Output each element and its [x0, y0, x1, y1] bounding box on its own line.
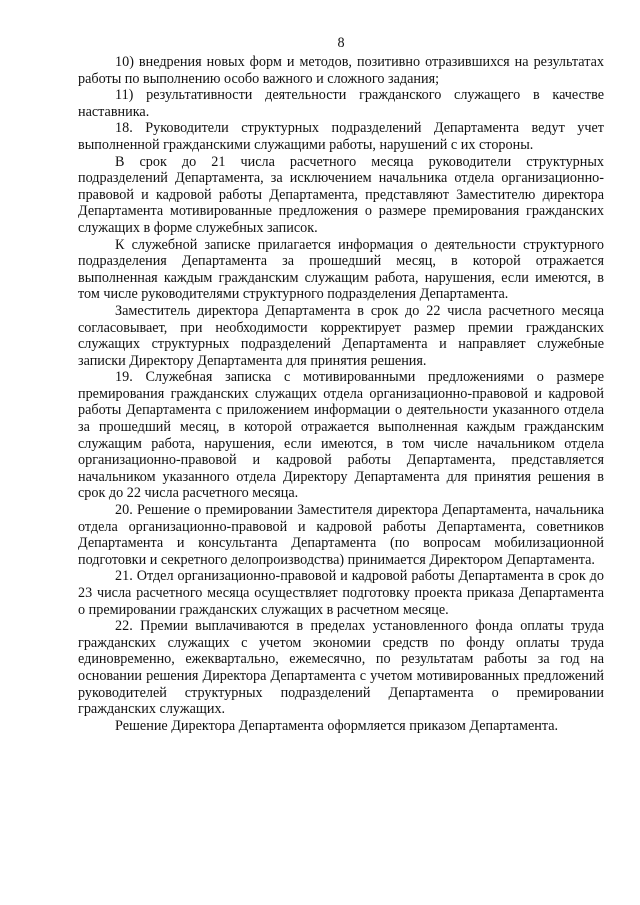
paragraph-deputy-approval: Заместитель директора Департамента в срок до 22 числа расчетного месяца согласовывает, при необходимости корректирует размер премии гражданских служащих структурных подразделений Департамента и направляет служебные записки Директору Департамента для принятия решения. — [78, 302, 604, 369]
paragraph-clause-22: 22. Премии выплачиваются в пределах установленного фонда оплаты труда гражданских служащих с учетом экономии средств по фонду оплаты труда единовременно, ежеквартально, ежемесячно, по результатам работы за год на основании решения Директора Департамента с учетом мотивированных предложений руководителей структурных подразделений Департамента о премировании гражданских служащих. — [78, 618, 604, 718]
page-number: 8 — [337, 35, 345, 51]
paragraph-deadline-21: В срок до 21 числа расчетного месяца руководители структурных подразделений Департамента, за исключением начальника отдела организационно-правовой и кадровой работы Департамента, представляют Заместителю директора Департамента мотивированные предложения о размере премирования гражданских служащих в форме служебных записок. — [78, 153, 604, 236]
paragraph-order-decision: Решение Директора Департамента оформляется приказом Департамента. — [115, 717, 559, 734]
paragraph-memo-attachment: К служебной записке прилагается информация о деятельности структурного подразделения Департамента за прошедший месяц, в которой отражается выполненная каждым гражданским служащим работа, нарушения, если имеются, в том числе руководителями структурного подразделения Департамента. — [78, 236, 604, 303]
paragraph-clause-19: 19. Служебная записка с мотивированными предложениями о размере премирования гражданских служащих отдела организационно-правовой и кадровой работы Департамента с приложением информации о деятельности указанного отдела за прошедший месяц, в которой отражается выполненная каждым гражданским служащим работа, нарушения, если имеются, в том числе начальником отдела организационно-правовой и кадровой работы Департамента, представляется начальником указанного отдела Директору Департамента для принятия решения в срок до 22 числа расчетного месяца. — [78, 369, 604, 502]
paragraph-item-10: 10) внедрения новых форм и методов, позитивно отразившихся на результатах работы по выполнению особо важного и сложного задания; — [78, 54, 604, 87]
paragraph-clause-20: 20. Решение о премировании Заместителя директора Департамента, начальника отдела организационно-правовой и кадровой работы Департамента, советников Департамента и консультанта Департамента (по вопросам мобилизационной подготовки и секретного делопроизводства) принимается Директором Департамента. — [78, 502, 604, 568]
paragraph-clause-21: 21. Отдел организационно-правовой и кадровой работы Департамента в срок до 23 числа расчетного месяца осуществляет подготовку проекта приказа Департамента о премировании гражданских служащих в расчетном месяце. — [78, 568, 604, 618]
paragraph-clause-18: 18. Руководители структурных подразделений Департамента ведут учет выполненной гражданскими служащими работы, нарушений с их стороны. — [78, 120, 604, 153]
document-body — [78, 54, 604, 734]
paragraph-item-11: 11) результативности деятельности гражданского служащего в качестве наставника. — [78, 87, 604, 120]
